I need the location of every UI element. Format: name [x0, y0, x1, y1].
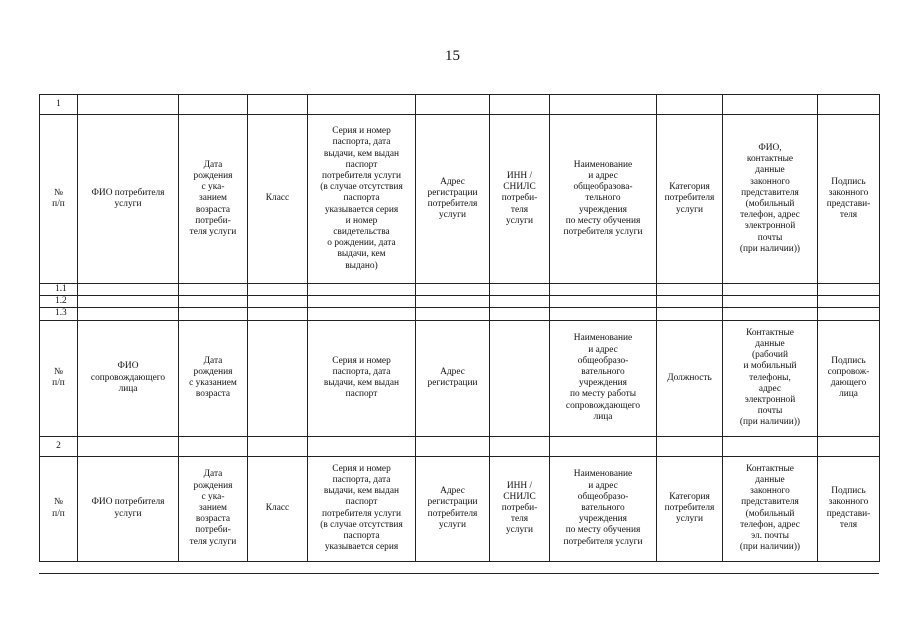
header-cell: Серия и номер паспорта, дата выдачи, кем выдан паспорт потребителя услуги (в случае отсутствия паспорта указывается серия и номер свидетельства о рождении, дата выдачи, кем выдано): [308, 115, 416, 284]
input-cell[interactable]: [308, 284, 416, 296]
header-cell: Адрес регистрации потребителя услуги: [416, 456, 490, 561]
input-cell[interactable]: [490, 284, 550, 296]
consumer-header-row: [40, 456, 880, 561]
input-cell[interactable]: [308, 296, 416, 308]
empty-cell: [490, 320, 550, 436]
data-row: [40, 284, 880, 296]
row-number: 1.1: [40, 284, 78, 296]
input-cell[interactable]: [490, 308, 550, 320]
input-cell[interactable]: [723, 296, 818, 308]
section-number: 2: [40, 436, 78, 456]
section-row: [40, 436, 880, 456]
header-cell: ФИО потребителя услуги: [78, 456, 179, 561]
row-number: 1.2: [40, 296, 78, 308]
header-cell: Дата рождения с ука- занием возраста потреби- теля услуги: [179, 115, 248, 284]
input-cell[interactable]: [818, 296, 880, 308]
input-cell[interactable]: [657, 308, 723, 320]
input-cell[interactable]: [248, 308, 308, 320]
header-cell: Класс: [248, 115, 308, 284]
header-cell: Подпись сопровож- дающего лица: [818, 320, 880, 436]
input-cell[interactable]: [550, 296, 657, 308]
header-cell: Контактные данные (рабочий и мобильный телефоны, адрес электронной почты (при наличии)): [723, 320, 818, 436]
page-bottom-margin: [0, 574, 905, 640]
input-cell[interactable]: [78, 308, 179, 320]
input-cell[interactable]: [179, 284, 248, 296]
header-cell: Наименование и адрес общеобразова- тельного учреждения по месту обучения потребителя услуги: [550, 115, 657, 284]
header-cell: Класс: [248, 456, 308, 561]
header-cell: Наименование и адрес общеобразо- вательного учреждения по месту обучения потребителя услуги: [550, 456, 657, 561]
input-cell[interactable]: [490, 296, 550, 308]
header-cell: Подпись законного представи- теля: [818, 115, 880, 284]
header-cell: Серия и номер паспорта, дата выдачи, кем выдан паспорт потребителя услуги (в случае отсутствия паспорта указывается серия: [308, 456, 416, 561]
table-bottom-border: [39, 573, 879, 574]
input-cell[interactable]: [416, 308, 490, 320]
input-cell[interactable]: [248, 296, 308, 308]
input-cell[interactable]: [550, 308, 657, 320]
header-cell: Наименование и адрес общеобразо- вательного учреждения по месту работы сопровождающего лица: [550, 320, 657, 436]
header-cell: Дата рождения с ука- занием возраста потреби- теля услуги: [179, 456, 248, 561]
header-cell: ИНН / СНИЛС потреби- теля услуги: [490, 115, 550, 284]
input-cell[interactable]: [248, 284, 308, 296]
header-cell: Контактные данные законного представителя (мобильный телефон, адрес эл. почты (при наличии)): [723, 456, 818, 561]
consumer-header-row: [40, 115, 880, 284]
header-cell: Серия и номер паспорта, дата выдачи, кем выдан паспорт: [308, 320, 416, 436]
input-cell[interactable]: [818, 308, 880, 320]
section-number: 1: [40, 95, 78, 115]
input-cell[interactable]: [78, 296, 179, 308]
input-cell[interactable]: [416, 284, 490, 296]
input-cell[interactable]: [179, 308, 248, 320]
companion-header-row: [40, 320, 880, 436]
header-cell: № п/п: [40, 456, 78, 561]
header-cell: № п/п: [40, 115, 78, 284]
header-cell: ФИО, контактные данные законного представителя (мобильный телефон, адрес электронной почты (при наличии)): [723, 115, 818, 284]
data-row: [40, 296, 880, 308]
header-cell: Адрес регистрации: [416, 320, 490, 436]
data-row: [40, 308, 880, 320]
input-cell[interactable]: [550, 284, 657, 296]
header-cell: Подпись законного представи- теля: [818, 456, 880, 561]
section-row: [40, 95, 880, 115]
input-cell[interactable]: [657, 284, 723, 296]
input-cell[interactable]: [818, 284, 880, 296]
header-cell: Категория потребителя услуги: [657, 456, 723, 561]
header-cell: Должность: [657, 320, 723, 436]
header-cell: Дата рождения с указанием возраста: [179, 320, 248, 436]
empty-cell: [248, 320, 308, 436]
header-cell: ИНН / СНИЛС потреби- теля услуги: [490, 456, 550, 561]
header-cell: № п/п: [40, 320, 78, 436]
input-cell[interactable]: [308, 308, 416, 320]
header-cell: Категория потребителя услуги: [657, 115, 723, 284]
input-cell[interactable]: [179, 296, 248, 308]
header-cell: ФИО потребителя услуги: [78, 115, 179, 284]
header-cell: Адрес регистрации потребителя услуги: [416, 115, 490, 284]
input-cell[interactable]: [723, 284, 818, 296]
header-cell: ФИО сопровождающего лица: [78, 320, 179, 436]
input-cell[interactable]: [657, 296, 723, 308]
participants-table: [39, 94, 880, 562]
input-cell[interactable]: [416, 296, 490, 308]
input-cell[interactable]: [723, 308, 818, 320]
input-cell[interactable]: [78, 284, 179, 296]
page-number: 15: [445, 48, 460, 64]
row-number: 1.3: [40, 308, 78, 320]
